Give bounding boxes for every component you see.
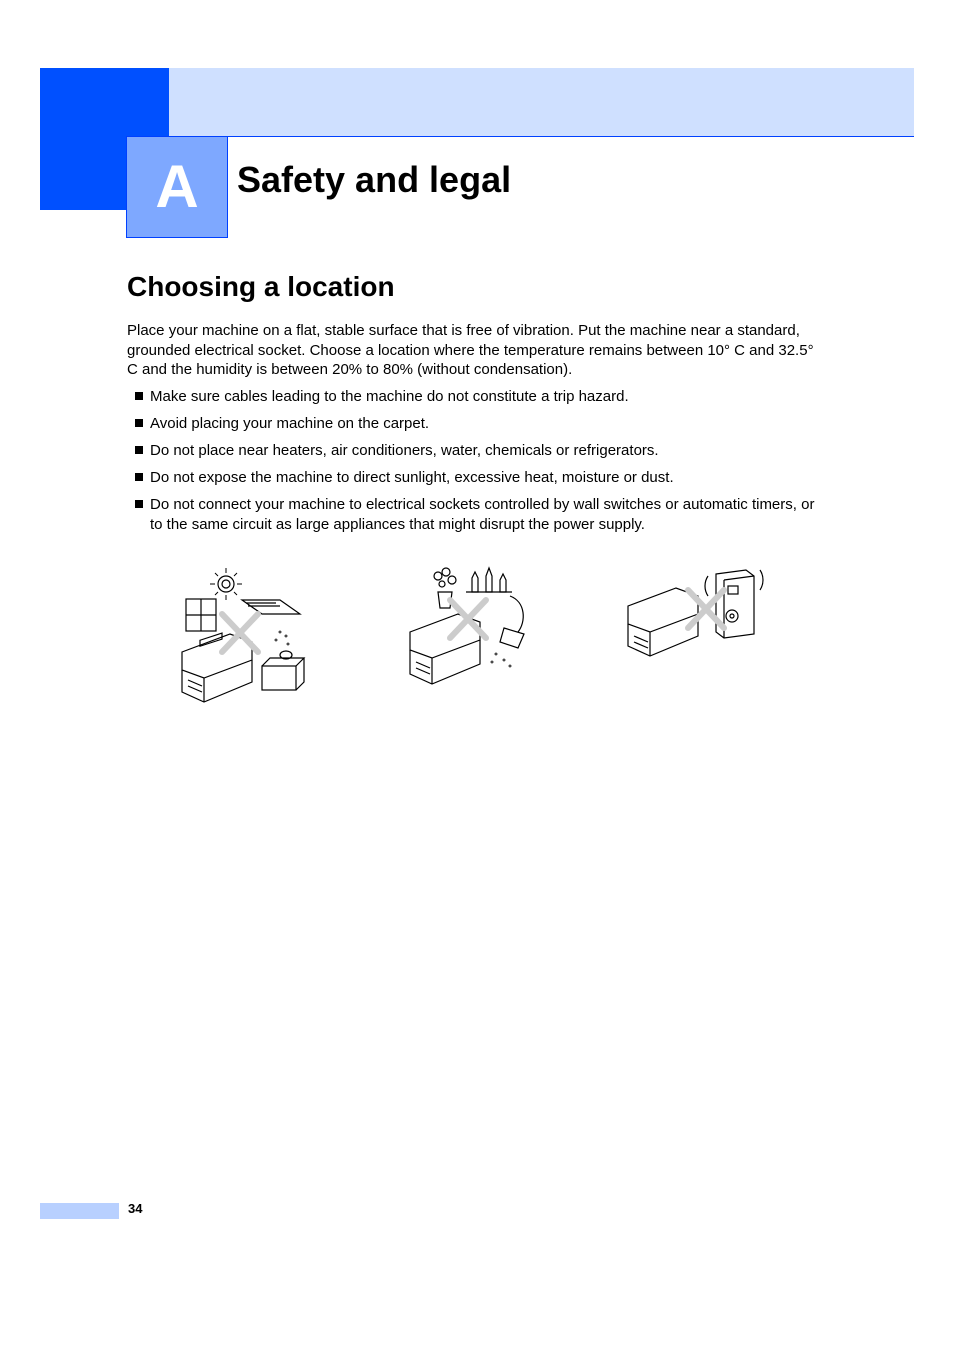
- chapter-letter-box: [126, 136, 228, 238]
- machine-near-water-chemicals-icon: [400, 562, 560, 712]
- machine-near-heat-sunlight-chemicals-icon: [170, 562, 330, 712]
- footer-bar: [40, 1203, 119, 1219]
- bullet-item: [127, 495, 817, 534]
- square-bullet-icon: [135, 392, 143, 400]
- bullet-item: [127, 441, 817, 461]
- square-bullet-icon: [135, 446, 143, 454]
- intro-paragraph: Place your machine on a flat, stable surface that is free of vibration. Put the machine near a standard, grounded electrical socket. Choose a location where the temperature remains between 10° C and 32.5° C and the humidity is between 20% to 80% (without condensation).: [127, 322, 814, 378]
- square-bullet-icon: [135, 473, 143, 481]
- bullet-list: [127, 387, 817, 542]
- bullet-text: Do not place near heaters, air conditioners, water, chemicals or refrigerators.: [150, 442, 659, 459]
- bullet-item: [127, 468, 817, 488]
- bullet-text: Avoid placing your machine on the carpet.: [150, 415, 430, 432]
- bullet-text: Make sure cables leading to the machine do not constitute a trip hazard.: [150, 388, 629, 405]
- page-number: 34: [128, 1201, 143, 1216]
- machine-near-speaker-icon: [620, 562, 780, 712]
- bullet-text: Do not expose the machine to direct sunlight, excessive heat, moisture or dust.: [150, 469, 674, 486]
- chapter-title: Safety and legal: [237, 159, 512, 200]
- bullet-text: Do not connect your machine to electrical sockets controlled by wall switches or automatic timers, or to the same circuit as large appliances that might disrupt the power supply.: [150, 496, 815, 533]
- square-bullet-icon: [135, 419, 143, 427]
- bullet-item: [127, 387, 817, 407]
- bullet-item: [127, 414, 817, 434]
- header-band: [169, 68, 914, 137]
- chapter-letter: A: [155, 153, 199, 220]
- section-heading: Choosing a location: [127, 271, 395, 302]
- square-bullet-icon: [135, 500, 143, 508]
